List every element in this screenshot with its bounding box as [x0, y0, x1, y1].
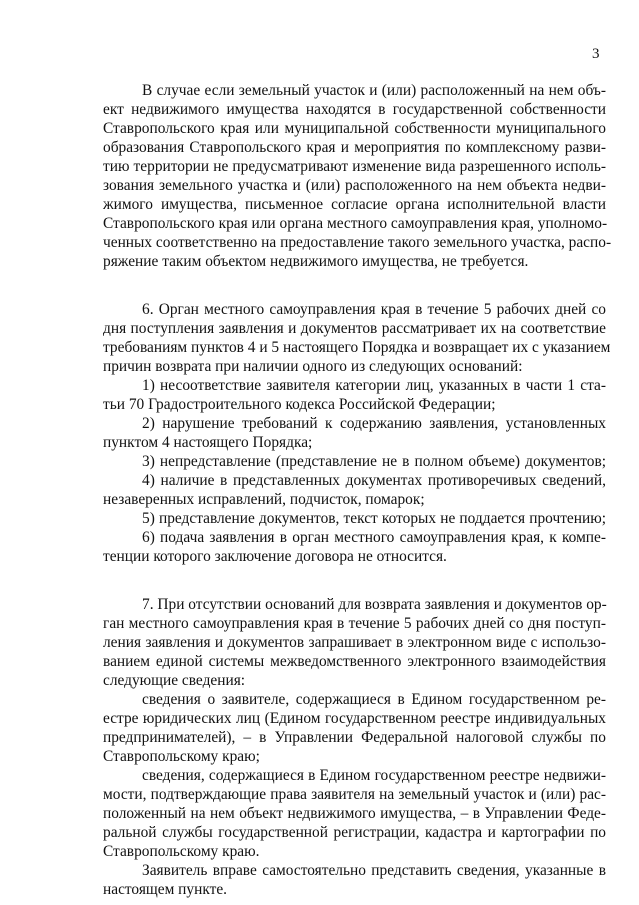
- text-line: причин возврата при наличии одного из следующих оснований:: [103, 358, 523, 375]
- text-line: естре юридических лиц (Едином государственном реестре индивидуальных: [103, 710, 606, 727]
- text-line: тьи 70 Градостроительного кодекса Российской Федерации;: [103, 396, 496, 413]
- text-line: 1) несоответствие заявителя категории лиц, указанных в части 1 ста-: [142, 377, 606, 394]
- text-line: 4) наличие в представленных документах противоречивых сведений,: [142, 472, 606, 489]
- text-line: 7. При отсутствии оснований для возврата заявления и документов ор-: [142, 596, 607, 613]
- text-line: ект недвижимого имущества находятся в государственной собственности: [103, 101, 606, 118]
- text-line: 3) непредставление (представление не в полном объеме) документов;: [142, 453, 606, 470]
- text-line: ган местного самоуправления края в течение 5 рабочих дней со дня поступ-: [103, 615, 606, 632]
- text-line: Ставропольскому краю;: [103, 748, 260, 765]
- text-line: Ставропольского края или органа местного самоуправления края, уполномо-: [103, 215, 608, 232]
- text-line: настоящем пункте.: [103, 881, 228, 898]
- text-line: 6. Орган местного самоуправления края в течение 5 рабочих дней со: [142, 301, 606, 318]
- text-line: ральной службы государственной регистрации, кадастра и картографии по: [103, 824, 606, 841]
- text-line: Ставропольского края или муниципальной собственности муниципального: [103, 120, 606, 137]
- text-line: 5) представление документов, текст которых не поддается прочтению;: [142, 510, 606, 527]
- text-line: Ставропольскому краю.: [103, 843, 260, 860]
- page-number: 3: [592, 46, 600, 62]
- text-line: требованиям пунктов 4 и 5 настоящего Порядка и возвращает их с указанием: [103, 339, 611, 356]
- text-line: ченных соответственно на предоставление такого земельного участка, распо-: [103, 234, 612, 251]
- text-line: образования Ставропольского края и мероприятия по комплексному разви-: [103, 139, 606, 156]
- text-line: дня поступления заявления и документов рассматривает их на соответствие: [103, 320, 606, 337]
- text-line: 6) подача заявления в орган местного самоуправления края, к компе-: [142, 529, 606, 546]
- text-line: 2) нарушение требований к содержанию заявления, установленных: [142, 415, 606, 432]
- text-line: пунктом 4 настоящего Порядка;: [103, 434, 313, 451]
- text-line: тию территории не предусматривают изменение вида разрешенного исполь-: [103, 158, 606, 175]
- text-line: сведения о заявителе, содержащиеся в Едином государственном ре-: [142, 691, 606, 708]
- text-line: Заявитель вправе самостоятельно представить сведения, указанные в: [142, 862, 606, 879]
- text-line: ления заявления и документов запрашивает в электронном виде с использо-: [103, 634, 606, 651]
- text-line: положенный на нем объект недвижимого имущества, – в Управлении Феде-: [103, 805, 606, 822]
- text-line: жимого имущества, письменное согласие органа исполнительной власти: [103, 196, 606, 213]
- text-line: мости, подтверждающие права заявителя на земельный участок и (или) рас-: [103, 786, 606, 803]
- text-line: В случае если земельный участок и (или) расположенный на нем объ-: [142, 82, 606, 99]
- text-line: предпринимателей), – в Управлении Федеральной налоговой службы по: [103, 729, 606, 746]
- text-line: следующие сведения:: [103, 672, 246, 689]
- text-line: тенции которого заключение договора не относится.: [103, 548, 447, 565]
- text-line: зования земельного участка и (или) расположенного на нем объекта недви-: [103, 177, 606, 194]
- text-line: сведения, содержащиеся в Едином государственном реестре недвижи-: [142, 767, 606, 784]
- text-line: ряжение таким объектом недвижимого имущества, не требуется.: [103, 253, 529, 270]
- text-line: ванием единой системы межведомственного электронного взаимодействия: [103, 653, 606, 670]
- text-line: незаверенных исправлений, подчисток, помарок;: [103, 491, 425, 508]
